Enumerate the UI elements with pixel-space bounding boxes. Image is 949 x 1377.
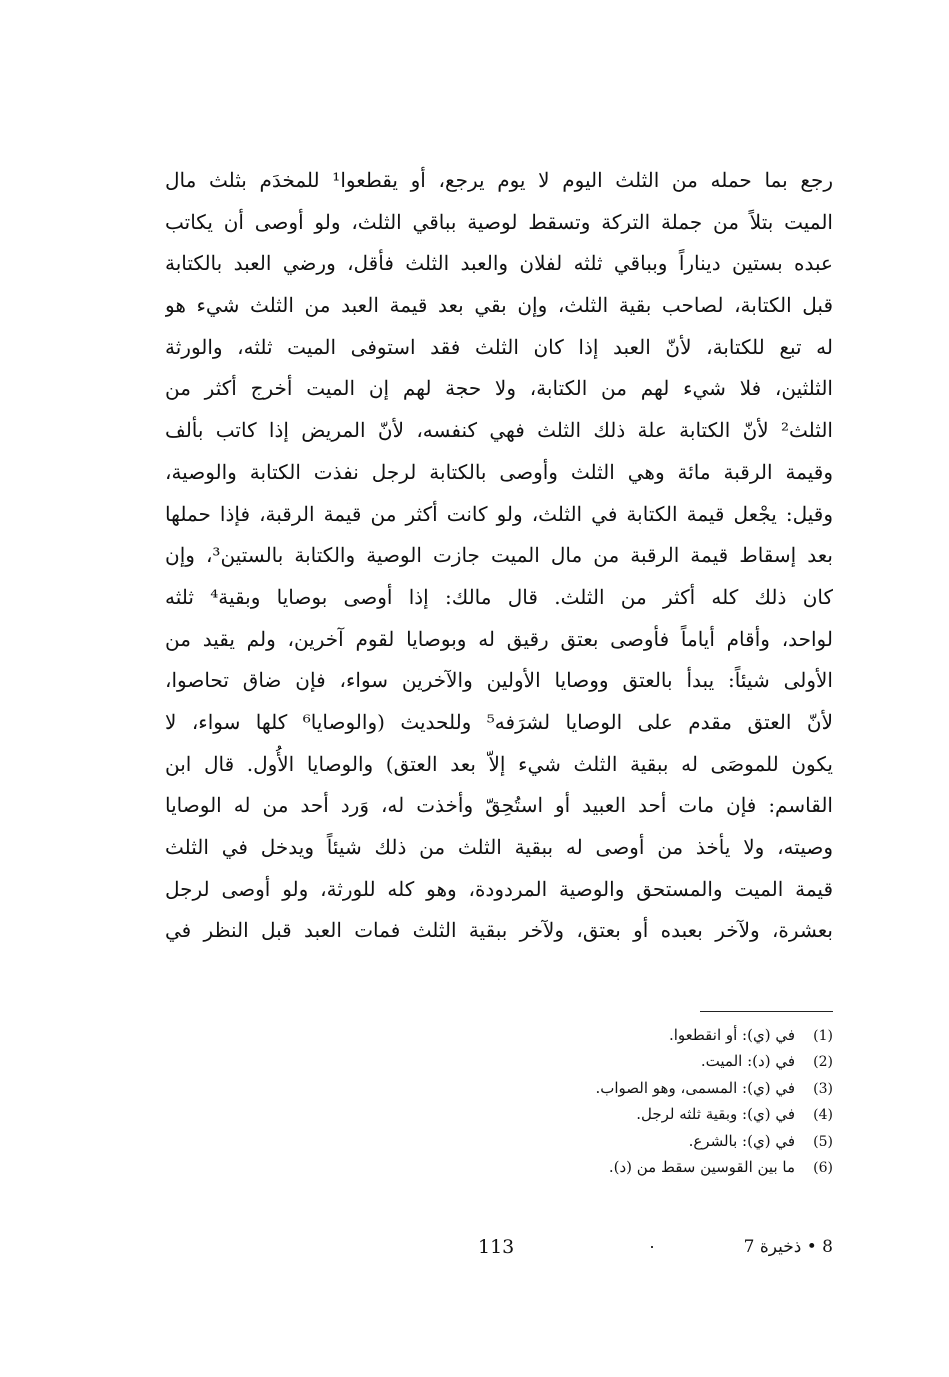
footnote-text: في (ي): المسمى، وهو الصواب.: [595, 1078, 795, 1097]
footnote-number: (2): [813, 1054, 833, 1071]
text-line: لواحد، وأقام أياماً فأوصى بعتق رقيق له وبوصايا لقوم آخرين، ولم يقيد من: [165, 626, 833, 651]
text-line: عبده بستين ديناراً وبباقي ثلثه لفلان والعبد الثلث فأقل، ورضي العبد بالكتابة: [165, 251, 833, 276]
footnote: [313, 1048, 833, 1074]
footnote: [313, 1128, 833, 1154]
text-line: له تبع للكتابة، لأنّ العبد إذا كان الثلث فقد استوفى الميت ثلثه، والورثة: [165, 334, 833, 359]
footnote: [313, 1101, 833, 1127]
text-line: قبل الكتابة، لصاحب بقية الثلث، وإن بقي بعد قيمة العبد من الثلث شيء هو: [165, 293, 833, 318]
text-line: الميت بتلاً من جملة التركة وتسقط لوصية بباقي الثلث، ولو أوصى أن يكاتب: [165, 209, 833, 234]
text-line: لأنّ العتق مقدم على الوصايا لشرَفه⁵ وللحديث (والوصايا⁶ كلها سواء، لا: [165, 709, 833, 734]
footnote: [313, 1075, 833, 1101]
footnote-text: في (ي): بالشرع.: [688, 1131, 795, 1150]
text-line: بعد إسقاط قيمة الرقبة من مال الميت جازت الوصية والكتابة بالستين³، وإن: [165, 543, 833, 568]
text-line: كان ذلك كله أكثر من الثلث. قال مالك: إذا أوصى بوصايا وبقية⁴ ثلثه: [165, 584, 833, 609]
footnote-number: (3): [813, 1080, 833, 1097]
footnote-number: (1): [813, 1028, 833, 1044]
footnote-text: ما بين القوسين سقط من (د).: [608, 1157, 795, 1176]
text-line: الأولى شيئاً: يبدأ بالعتق ووصايا الأولين والآخرين سواء، فإن ضاق تحاصوا،: [165, 668, 833, 693]
footnotes-list: [313, 1022, 833, 1180]
text-line: الثلثين، فلا شيء لهم من الكتابة، ولا حجة لهم إن الميت أخرج أكثر من: [165, 376, 833, 401]
footnote-divider: [700, 1011, 833, 1012]
printer-signature: 8 • ذخيرة 7: [743, 1237, 833, 1257]
page-number: 113: [478, 1236, 515, 1258]
text-line: وصيته، ولا يأخذ من أوصى له ببقية الثلث من ذلك شيئاً ويدخل في الثلث: [165, 835, 833, 859]
text-line: قيمة الميت والمستحق والوصية المردودة، وهو كله للورثة، ولو أوصى لرجل: [165, 876, 833, 901]
text-line: وقيمة الرقبة مائة وهي الثلث وأوصى بالكتابة لرجل نفذت الكتابة والوصية،: [165, 459, 833, 484]
text-line: رجع بما حمله من الثلث اليوم لا يوم يرجع، أو يقطعوا¹ للمخدَم بثلث مال: [165, 168, 833, 192]
footnote-text: في (ي): أو انقطعوا.: [668, 1026, 795, 1044]
text-line: بعشرة، ولآخر بعبده أو بعتق، ولآخر ببقية الثلث فمات العبد قبل النظر في: [165, 918, 833, 943]
main-text: [165, 160, 833, 952]
footnote-text: في (ي): وبقية ثلثه لرجل.: [636, 1105, 795, 1124]
footnote-number: (5): [813, 1133, 833, 1150]
footnote-text: في (د): الميت.: [700, 1052, 795, 1071]
text-line: وقيل: يجْعل قيمة الكتابة في الثلث، ولو كانت أكثر من قيمة الرقبة، فإذا حملها: [165, 501, 833, 526]
footnote-number: (6): [813, 1159, 833, 1176]
footer-dot: [651, 1246, 653, 1248]
page-footer: [0, 1232, 949, 1262]
footnote: [313, 1022, 833, 1048]
footnote-number: (4): [813, 1107, 833, 1124]
text-line: الثلث² لأنّ الكتابة علة ذلك الثلث فهي كنفسه، لأنّ المريض إذا كاتب بألف: [165, 418, 833, 443]
text-line: القاسم: فإن مات أحد العبيد أو استُحِقّ وأخذت له، وَرد أحد من له الوصايا: [165, 793, 833, 818]
text-line: يكون للموصَى له ببقية الثلث شيء إلاّ بعد العتق) والوصايا الأُول. قال ابن: [165, 751, 833, 776]
footnote: [313, 1154, 833, 1180]
